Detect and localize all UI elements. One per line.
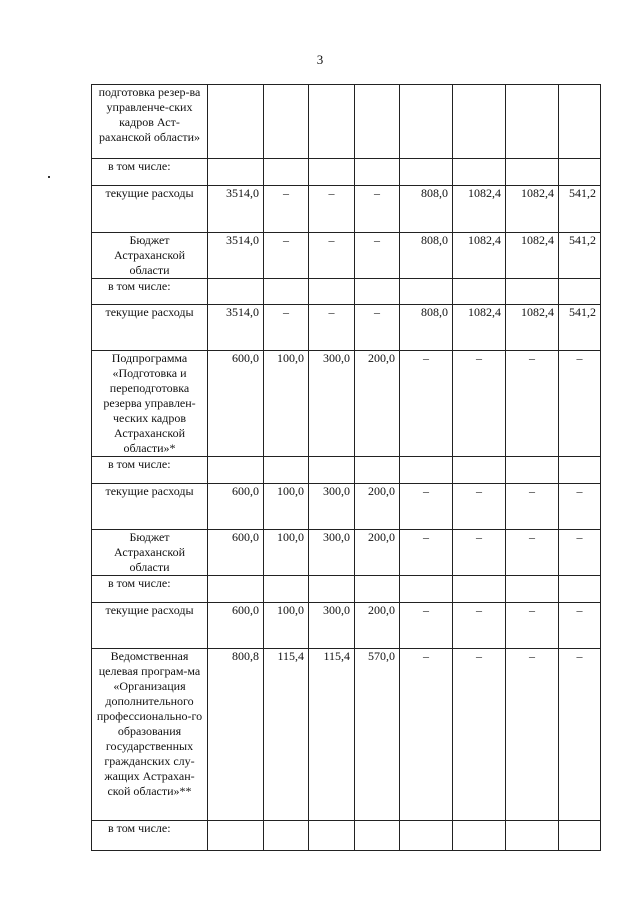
table-cell bbox=[400, 159, 453, 186]
table-row bbox=[92, 85, 601, 159]
table-cell: 808,0 bbox=[400, 233, 453, 279]
table-cell: 541,2 bbox=[559, 305, 601, 351]
table-cell: – bbox=[400, 351, 453, 457]
table-cell bbox=[355, 159, 400, 186]
table-cell bbox=[559, 279, 601, 305]
table-cell bbox=[506, 85, 559, 159]
table-cell bbox=[559, 821, 601, 851]
table-cell bbox=[400, 821, 453, 851]
row-label: подготовка резер-ва управленче-ских кадров Аст-раханской области» bbox=[92, 85, 208, 159]
table-cell: – bbox=[453, 351, 506, 457]
table-cell bbox=[400, 457, 453, 484]
table-cell: 600,0 bbox=[208, 530, 264, 576]
table-cell: 300,0 bbox=[309, 603, 355, 649]
table-row bbox=[92, 576, 601, 603]
table-cell: 100,0 bbox=[264, 530, 309, 576]
table-row bbox=[92, 159, 601, 186]
table-row bbox=[92, 351, 601, 457]
table-cell bbox=[355, 85, 400, 159]
table-cell bbox=[208, 85, 264, 159]
table-cell bbox=[264, 85, 309, 159]
row-label: Бюджет Астраханской области bbox=[92, 530, 208, 576]
table-cell bbox=[208, 821, 264, 851]
table-cell: 300,0 bbox=[309, 351, 355, 457]
table-cell: – bbox=[355, 233, 400, 279]
table-cell: – bbox=[453, 530, 506, 576]
table-row bbox=[92, 186, 601, 233]
row-label: в том числе: bbox=[92, 821, 208, 851]
table-cell bbox=[506, 159, 559, 186]
table-cell: 541,2 bbox=[559, 186, 601, 233]
table-cell: 541,2 bbox=[559, 233, 601, 279]
table-cell: 3514,0 bbox=[208, 233, 264, 279]
table-cell bbox=[559, 576, 601, 603]
table-cell: 200,0 bbox=[355, 530, 400, 576]
row-label: текущие расходы bbox=[92, 603, 208, 649]
table-cell: – bbox=[400, 603, 453, 649]
table-cell: 300,0 bbox=[309, 530, 355, 576]
table-cell: 1082,4 bbox=[506, 186, 559, 233]
table-cell: – bbox=[559, 530, 601, 576]
table-cell: – bbox=[309, 305, 355, 351]
table-cell bbox=[453, 279, 506, 305]
table-cell: – bbox=[453, 649, 506, 821]
table-cell: 100,0 bbox=[264, 484, 309, 530]
row-label: Ведомственная целевая програм-ма «Организация дополнительного профессионально-го образования государственных гражданских слу-жащих Астрахан-ской области»** bbox=[92, 649, 208, 821]
table-cell bbox=[309, 576, 355, 603]
table-cell bbox=[400, 85, 453, 159]
table-cell: – bbox=[264, 186, 309, 233]
table-cell: – bbox=[506, 351, 559, 457]
table-cell bbox=[559, 85, 601, 159]
table-cell: 1082,4 bbox=[453, 233, 506, 279]
row-label: в том числе: bbox=[92, 576, 208, 603]
table-cell bbox=[208, 279, 264, 305]
table-cell bbox=[453, 85, 506, 159]
table-row bbox=[92, 821, 601, 851]
table-cell bbox=[309, 159, 355, 186]
table-cell: 1082,4 bbox=[506, 233, 559, 279]
table-cell: – bbox=[559, 649, 601, 821]
table-cell bbox=[355, 279, 400, 305]
table-cell: 808,0 bbox=[400, 186, 453, 233]
table-cell: – bbox=[453, 603, 506, 649]
table-cell: 115,4 bbox=[264, 649, 309, 821]
row-label: текущие расходы bbox=[92, 305, 208, 351]
table-cell: – bbox=[309, 233, 355, 279]
table-cell bbox=[355, 576, 400, 603]
table-cell bbox=[400, 279, 453, 305]
table-cell: 200,0 bbox=[355, 603, 400, 649]
table-cell: 800,8 bbox=[208, 649, 264, 821]
table-cell: 570,0 bbox=[355, 649, 400, 821]
table-cell bbox=[264, 821, 309, 851]
table-cell bbox=[506, 576, 559, 603]
table-row bbox=[92, 603, 601, 649]
table-row bbox=[92, 305, 601, 351]
table-cell bbox=[453, 457, 506, 484]
table-cell bbox=[453, 821, 506, 851]
row-label: текущие расходы bbox=[92, 186, 208, 233]
table-cell: – bbox=[400, 649, 453, 821]
table-cell: – bbox=[506, 484, 559, 530]
budget-table-body bbox=[92, 85, 601, 851]
table-cell: – bbox=[559, 603, 601, 649]
table-cell: 115,4 bbox=[309, 649, 355, 821]
table-row bbox=[92, 484, 601, 530]
table-cell: – bbox=[559, 351, 601, 457]
table-cell: 600,0 bbox=[208, 351, 264, 457]
row-label: Бюджет Астраханской области bbox=[92, 233, 208, 279]
table-cell: 600,0 bbox=[208, 603, 264, 649]
table-cell bbox=[264, 159, 309, 186]
row-label: в том числе: bbox=[92, 279, 208, 305]
table-row bbox=[92, 649, 601, 821]
table-cell: 300,0 bbox=[309, 484, 355, 530]
table-row bbox=[92, 457, 601, 484]
table-cell: 100,0 bbox=[264, 603, 309, 649]
table-cell: 3514,0 bbox=[208, 186, 264, 233]
page-number: 3 bbox=[316, 52, 324, 67]
table-cell: 1082,4 bbox=[453, 186, 506, 233]
table-cell bbox=[309, 821, 355, 851]
table-row bbox=[92, 233, 601, 279]
table-row bbox=[92, 279, 601, 305]
table-cell bbox=[559, 457, 601, 484]
budget-table bbox=[91, 84, 601, 851]
table-cell: – bbox=[355, 186, 400, 233]
table-cell: 100,0 bbox=[264, 351, 309, 457]
table-cell: 600,0 bbox=[208, 484, 264, 530]
table-cell: – bbox=[309, 186, 355, 233]
row-label: Подпрограмма «Подготовка и переподготовка резерва управлен-ческих кадров Астраханской области»* bbox=[92, 351, 208, 457]
table-cell: – bbox=[506, 603, 559, 649]
table-cell bbox=[309, 457, 355, 484]
table-cell bbox=[506, 279, 559, 305]
table-row bbox=[92, 530, 601, 576]
row-label: в том числе: bbox=[92, 159, 208, 186]
table-cell: – bbox=[264, 305, 309, 351]
table-cell bbox=[506, 821, 559, 851]
table-cell: 1082,4 bbox=[453, 305, 506, 351]
table-cell: – bbox=[506, 530, 559, 576]
scan-speck bbox=[48, 176, 50, 178]
table-cell bbox=[208, 457, 264, 484]
table-cell: – bbox=[264, 233, 309, 279]
table-cell bbox=[264, 576, 309, 603]
row-label: текущие расходы bbox=[92, 484, 208, 530]
table-cell: – bbox=[559, 484, 601, 530]
table-cell: – bbox=[400, 530, 453, 576]
table-cell: 3514,0 bbox=[208, 305, 264, 351]
table-cell bbox=[208, 576, 264, 603]
table-cell: 200,0 bbox=[355, 484, 400, 530]
table-cell bbox=[264, 279, 309, 305]
table-cell bbox=[264, 457, 309, 484]
table-cell: – bbox=[355, 305, 400, 351]
table-cell: – bbox=[453, 484, 506, 530]
table-cell bbox=[309, 279, 355, 305]
table-cell bbox=[506, 457, 559, 484]
table-cell bbox=[400, 576, 453, 603]
table-cell bbox=[309, 85, 355, 159]
table-cell: 200,0 bbox=[355, 351, 400, 457]
table-cell bbox=[355, 821, 400, 851]
table-cell: – bbox=[400, 484, 453, 530]
table-cell: – bbox=[506, 649, 559, 821]
table-cell bbox=[208, 159, 264, 186]
table-cell bbox=[355, 457, 400, 484]
table-cell bbox=[453, 576, 506, 603]
table-cell: 808,0 bbox=[400, 305, 453, 351]
table-cell bbox=[559, 159, 601, 186]
table-cell bbox=[453, 159, 506, 186]
table-cell: 1082,4 bbox=[506, 305, 559, 351]
row-label: в том числе: bbox=[92, 457, 208, 484]
